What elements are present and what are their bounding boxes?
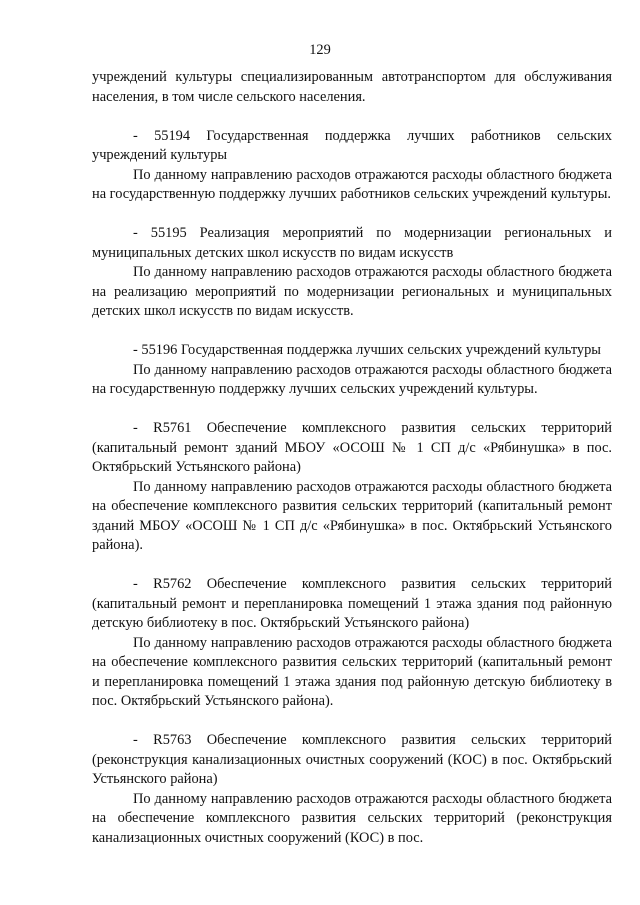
paragraph: - 55194 Государственная поддержка лучших работников сельских учреждений культуры — [92, 127, 612, 163]
paragraph: - R5761 Обеспечение комплексного развития сельских территорий (капитальный ремонт зданий МБОУ «ОСОШ № 1 СП д/с «Рябинушка» в пос. Октябрьский Устьянского района) — [92, 420, 612, 475]
paragraph: По данному направлению расходов отражаются расходы областного бюджета на государственную поддержку лучших сельских учреждений культуры. — [92, 361, 612, 397]
paragraph: - R5763 Обеспечение комплексного развития сельских территорий (реконструкция канализационных очистных сооружений (КОС) в пос. Октябрьский Устьянского района) — [92, 732, 612, 787]
page-body — [92, 68, 612, 848]
paragraph: - R5762 Обеспечение комплексного развития сельских территорий (капитальный ремонт и перепланировка помещений 1 этажа здания под районную детскую библиотеку в пос. Октябрьский Устьянского района) — [92, 576, 612, 631]
paragraph: По данному направлению расходов отражаются расходы областного бюджета на обеспечение комплексного развития сельских территорий (капитальный ремонт и перепланировка помещений 1 этажа здания под районную детскую библиотеку в пос. Октябрьский Устьянского района). — [92, 634, 612, 709]
paragraph: По данному направлению расходов отражаются расходы областного бюджета на реализацию мероприятий по модернизации региональных и муниципальных детских школ искусств по видам искусств. — [92, 264, 612, 319]
page-number: 129 — [309, 42, 331, 58]
paragraph: По данному направлению расходов отражаются расходы областного бюджета на государственную поддержку лучших работников сельских учреждений культуры. — [92, 166, 612, 202]
paragraph: - 55196 Государственная поддержка лучших сельских учреждений культуры — [133, 342, 601, 358]
paragraph: - 55195 Реализация мероприятий по модернизации региональных и муниципальных детских школ искусств по видам искусств — [92, 225, 612, 261]
paragraph: По данному направлению расходов отражаются расходы областного бюджета на обеспечение комплексного развития сельских территорий (реконструкция канализационных очистных сооружений (КОС) в пос. — [92, 790, 612, 846]
paragraph: По данному направлению расходов отражаются расходы областного бюджета на обеспечение комплексного развития сельских территорий (капитальный ремонт зданий МБОУ «ОСОШ № 1 СП д/с «Рябинушка» в пос. Октябрьский Устьянского района). — [92, 478, 612, 553]
paragraph: учреждений культуры специализированным автотранспортом для обслуживания населения, в том числе сельского населения. — [92, 69, 612, 105]
